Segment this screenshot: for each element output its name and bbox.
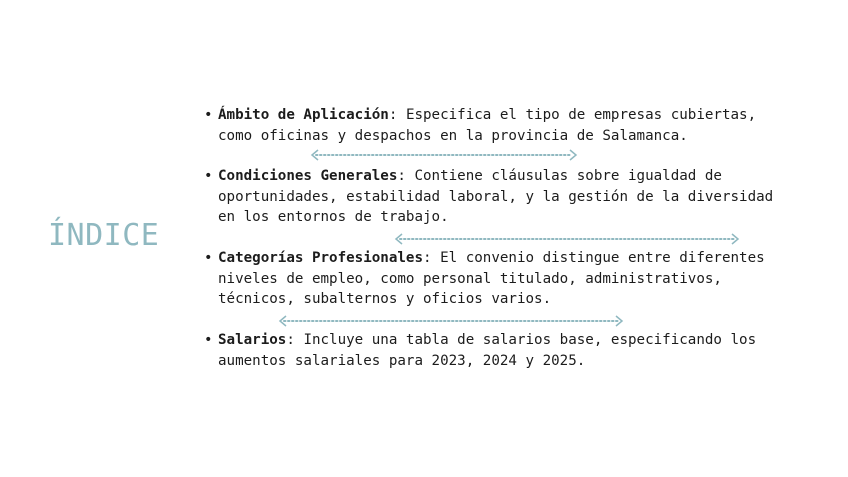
- bullet-icon: •: [204, 107, 213, 123]
- item-colon: :: [397, 168, 415, 184]
- bullet-icon: •: [204, 332, 213, 348]
- item-text: El convenio distingue entre diferentes niveles de empleo, como personal titulado, administrativos, técnicos, subalternos y oficios varios.: [218, 250, 765, 307]
- item-colon: :: [388, 107, 406, 123]
- index-item-salarios: [204, 330, 757, 371]
- index-item-categorias: [204, 248, 765, 310]
- dotted-double-arrow-icon: [278, 314, 624, 328]
- item-colon: :: [423, 250, 441, 266]
- item-label: Categorías Profesionales: [218, 250, 423, 266]
- dotted-double-arrow-icon: [310, 148, 578, 162]
- index-item-condiciones: [204, 166, 774, 228]
- bullet-icon: •: [204, 168, 213, 184]
- item-colon: :: [286, 332, 304, 348]
- item-text: Incluye una tabla de salarios base, especificando los aumentos salariales para 2023, 2024 y 2025.: [218, 332, 757, 369]
- item-label: Ámbito de Aplicación: [218, 107, 389, 123]
- item-label: Salarios: [218, 332, 287, 348]
- item-label: Condiciones Generales: [218, 168, 398, 184]
- item-text: Contiene cláusulas sobre igualdad de oportunidades, estabilidad laboral, y la gestión de la diversidad en los entornos de trabajo.: [218, 168, 774, 225]
- item-text: Especifica el tipo de empresas cubiertas, como oficinas y despachos en la provincia de Salamanca.: [218, 107, 757, 144]
- dotted-double-arrow-icon: [394, 232, 740, 246]
- index-item-ambito: [204, 105, 757, 146]
- slide-title: ÍNDICE: [48, 218, 160, 253]
- bullet-icon: •: [204, 250, 213, 266]
